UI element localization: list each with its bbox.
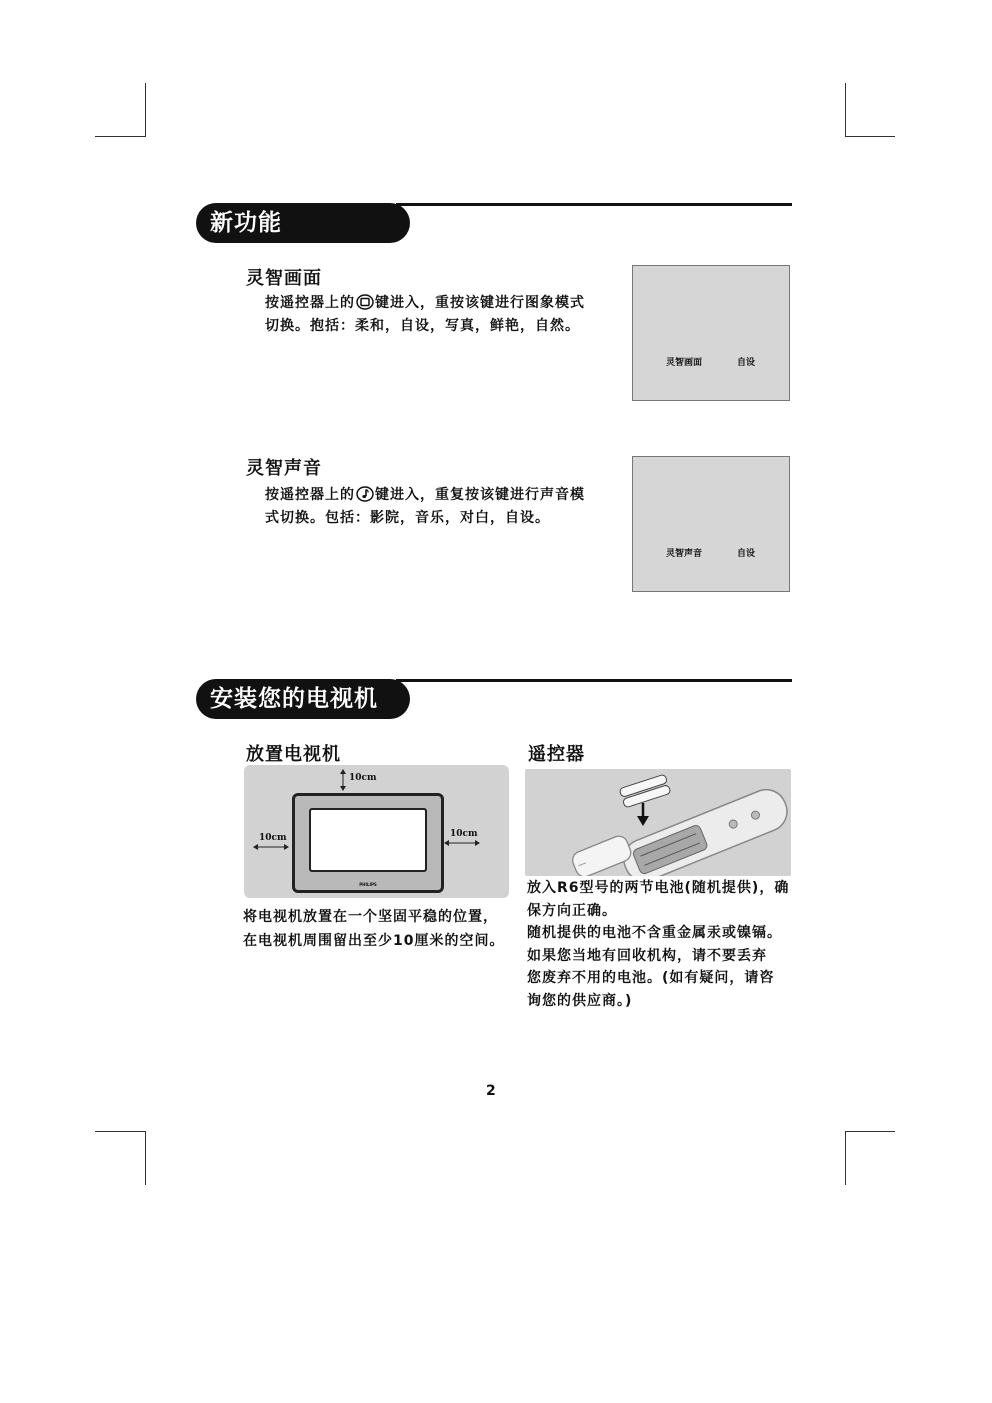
tv-illustration [292, 793, 444, 893]
dim-top: 10cm [349, 773, 377, 783]
section-header-new-features [196, 203, 792, 243]
dim-right: 10cm [450, 829, 478, 839]
feature-heading-smart-picture: 灵智画面 [246, 268, 322, 289]
remote-illustration [525, 769, 791, 876]
crop-mark [845, 136, 895, 137]
feature-description-smart-picture: 按遥控器上的 键进入，重按该键进行图象模式 切换。抱括：柔和，自设，写真，鲜艳，自然。 [265, 295, 585, 334]
crop-mark [845, 83, 846, 137]
crop-mark [845, 1131, 895, 1132]
crop-mark [95, 1131, 145, 1132]
osd-value: 自设 [737, 549, 756, 559]
crop-mark [95, 136, 145, 137]
osd-preview-smart-picture [632, 265, 790, 401]
sound-button-icon [356, 486, 374, 502]
heading-remote-control: 遥控器 [528, 744, 585, 765]
feature-description-smart-sound: 按遥控器上的 键进入，重复按该键进行声音模 式切换。包括：影院，音乐，对白，自设。 [265, 487, 585, 526]
section-title: 安装您的电视机 [196, 679, 410, 719]
heading-tv-placement: 放置电视机 [246, 744, 341, 765]
tv-placement-diagram [244, 765, 509, 898]
crop-mark [145, 83, 146, 137]
osd-value: 自设 [737, 358, 756, 368]
osd-preview-smart-sound [632, 456, 790, 592]
remote-battery-illustration [525, 769, 791, 876]
osd-label: 灵智画面 [666, 358, 703, 368]
section-header-install-tv [196, 679, 792, 719]
tv-brand-logo: PHILIPS [359, 882, 377, 887]
remote-battery-instructions: 放入R6型号的两节电池(随机提供)，确 保方向正确。 随机提供的电池不含重金属汞或镍镉。 如果您当地有回收机构，请不要丢弃 您废弃不用的电池。(如有疑问，请咨 询您的供应商。) [527, 880, 790, 1009]
section-rule [396, 679, 792, 682]
crop-mark [145, 1131, 146, 1185]
picture-button-icon [356, 294, 374, 310]
page-number: 2 [486, 1083, 496, 1099]
osd-label: 灵智声音 [666, 549, 703, 559]
section-title: 新功能 [196, 203, 410, 243]
feature-heading-smart-sound: 灵智声音 [246, 458, 322, 479]
tv-screen [309, 808, 427, 872]
section-rule [396, 203, 792, 206]
crop-mark [845, 1131, 846, 1185]
dim-left: 10cm [259, 833, 287, 843]
tv-placement-caption: 将电视机放置在一个坚固平稳的位置， 在电视机周围留出至少10厘米的空间。 [243, 909, 505, 949]
